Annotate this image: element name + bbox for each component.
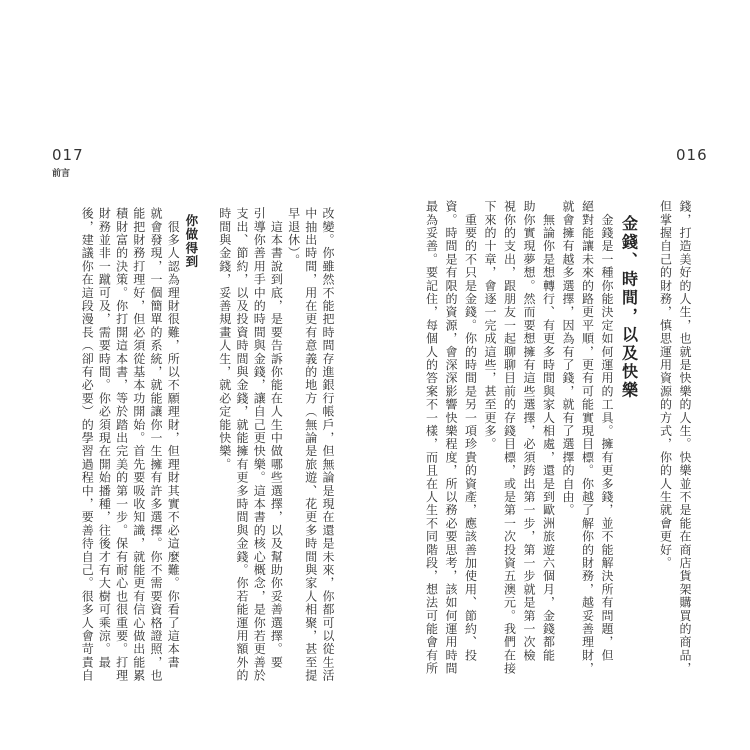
text-column: 後，建議你在這段漫長（卻有必要）的學習過程中，要善待自己。很多人會苛責自 xyxy=(80,207,95,683)
section-heading: 金錢、時間，以及快樂 xyxy=(619,215,639,400)
text-column: 最為妥善。要記住，每個人的答案不一樣，而且在人生不同階段，想法可能會有所 xyxy=(424,200,439,676)
text-column: 這本書說到底，是要告訴你能在人生中做哪些選擇，以及幫助你妥善選擇。要 xyxy=(269,207,284,669)
page-number: 017 xyxy=(52,146,84,164)
text-column: 無論你是想轉行、有更多時間與家人相處，還是到歐洲旅遊六個月，金錢都能 xyxy=(541,200,556,662)
text-column: 早退休）。 xyxy=(286,207,301,267)
text-column: 很多人認為理財很難，所以不願理財，但理財其實不必這麼難。你看了這本書 xyxy=(166,207,181,669)
text-column: 能把財務打理好，但必須從基本功開始。首先要吸收知識，就能更有信心做出能累 xyxy=(131,207,146,683)
section-subheading: 你做得到 xyxy=(183,214,199,269)
text-column: 下來的十章，會逐一完成這些，甚至更多。 xyxy=(483,200,497,451)
text-column: 金錢是一種你能決定如何運用的工具。擁有更多錢，並不能解決所有問題，但 xyxy=(600,200,614,662)
text-column: 就會發現，一個簡單的系統，就能讓你一生擁有許多選擇。你不需要資格證照，也 xyxy=(149,207,163,683)
right-page xyxy=(375,0,750,750)
running-head: 前言 xyxy=(52,169,71,179)
text-column: 改變。你雖然不能把時間存進銀行帳戶，但無論是現在還是未來，你都可以從生活 xyxy=(321,207,335,683)
text-column: 積財富的決策。你打開這本書，等於踏出完美的第一步。保有耐心也很重要。打理 xyxy=(114,207,129,683)
text-column: 但掌握自己的財務，慎思運用資源的方式，你的人生就會更好。 xyxy=(658,200,673,570)
text-column: 中抽出時間，用在更有意義的地方（無論是旅遊、花更多時間與家人相聚，甚至提 xyxy=(303,207,318,683)
text-column: 財務並非一蹴可及，需要時間。你必須現在開始播種，往後才有大樹可乘涼。最 xyxy=(97,207,112,669)
text-column: 引導你善用手中的時間與金錢，讓自己更快樂。這本書的核心概念，是你若更善於 xyxy=(252,207,267,683)
text-column: 絕對能讓未來的路更平順，更有可能實現目標。你越了解你的財務，越妥善理財， xyxy=(580,200,595,676)
text-column: 助你實現夢想。然而要想擁有這些選擇，必須跨出第一步，第一步就是第一次檢 xyxy=(522,200,536,662)
text-column: 重要的不只是金錢。你的時間是另一項珍貴的資產，應該善加使用、節約、投 xyxy=(463,200,478,662)
text-column: 時間與金錢，妥善規畫人生，就必定能快樂。 xyxy=(217,207,232,471)
text-column: 支出、節約，以及投資時間與金錢，就能擁有更多時間與金錢。你若能運用額外的 xyxy=(235,207,249,683)
text-column: 資。時間是有限的資源，會深深影響快樂程度，所以務必要思考，該如何運用時間 xyxy=(444,200,458,676)
text-column: 錢，打造美好的人生，也就是快樂的人生。快樂並不是能在商店貨架購買的商品， xyxy=(678,200,692,676)
page-number: 016 xyxy=(676,146,708,164)
text-column: 就會擁有越多選擇，因為有了錢，就有了選擇的自由。 xyxy=(561,200,575,517)
text-column: 視你的支出，跟朋友一起聊聊目前的存錢目標，或是第一次投資五澳元。我們在接 xyxy=(502,200,517,676)
